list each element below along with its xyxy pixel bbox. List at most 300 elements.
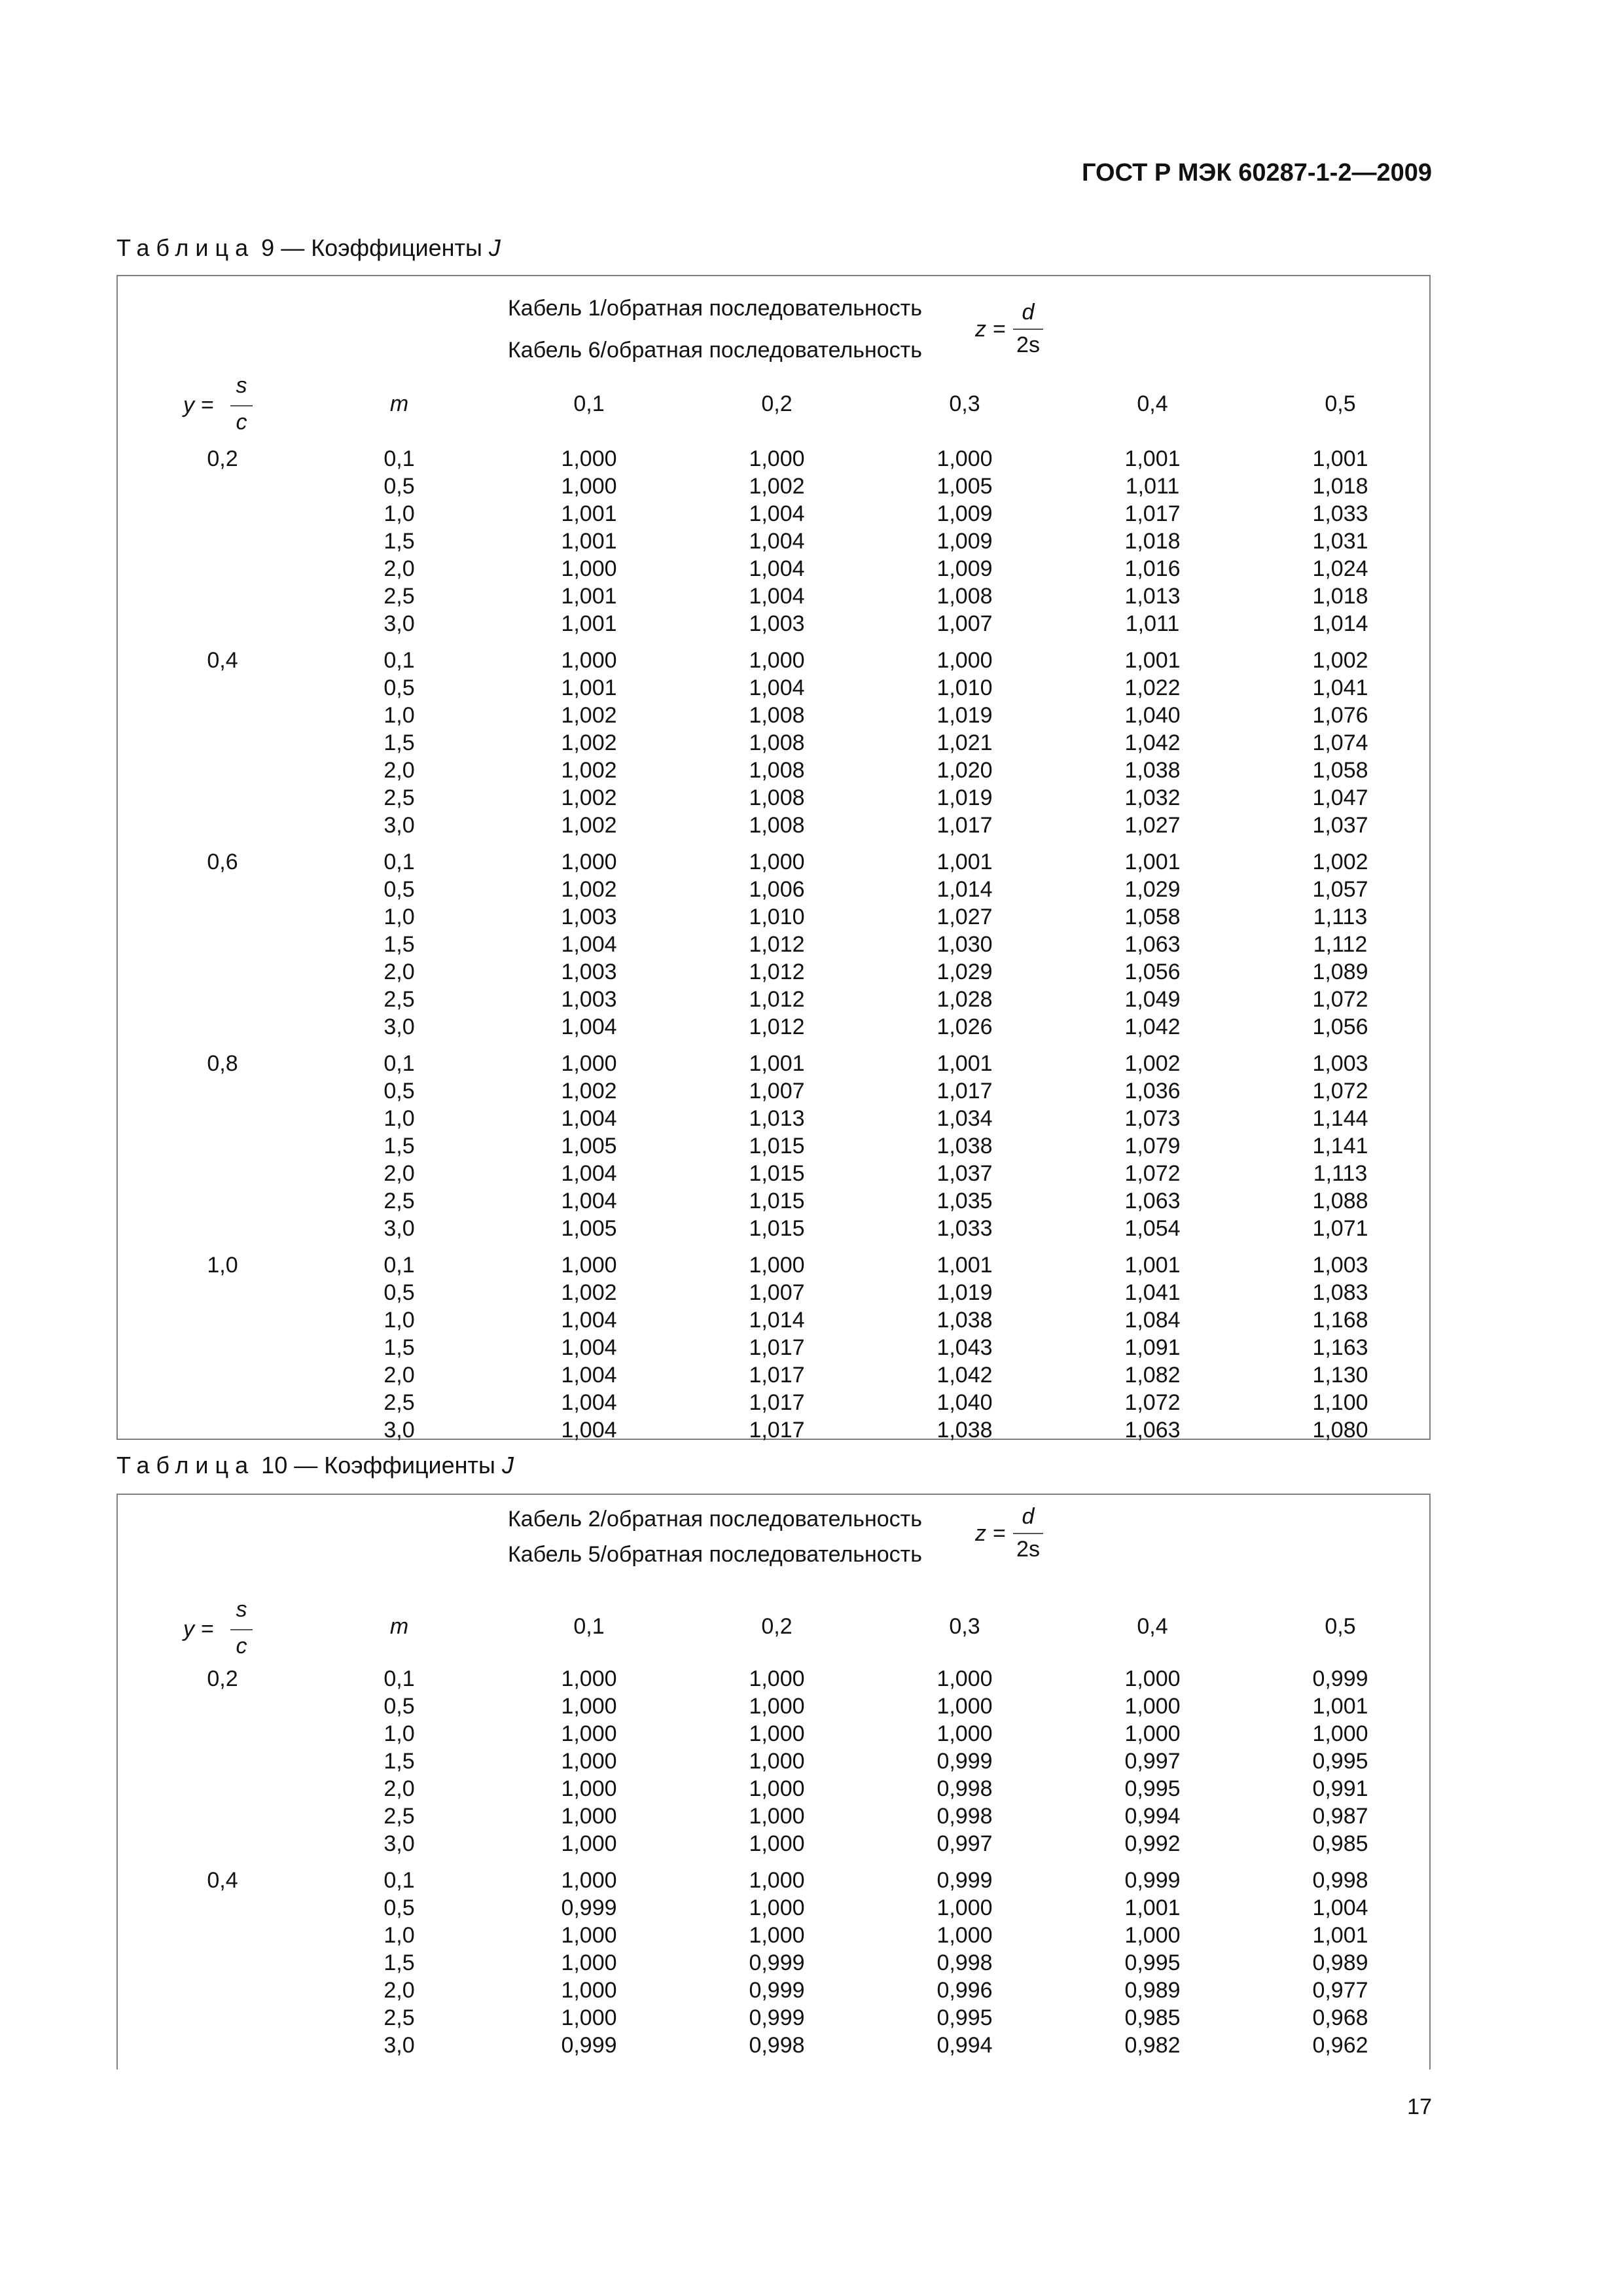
- coefficient-cell: 1,071: [1312, 1216, 1368, 1241]
- coefficient-cell: 1,089: [1312, 960, 1368, 984]
- coefficient-cell: 0,968: [1312, 2005, 1368, 2030]
- y-denominator: c: [236, 410, 247, 435]
- y-value: 0,2: [207, 446, 238, 471]
- coefficient-cell: 1,056: [1124, 960, 1181, 984]
- coefficient-cell: 1,040: [936, 1390, 993, 1415]
- coefficient-cell: 1,032: [1124, 785, 1181, 810]
- column-header-m: m: [389, 391, 409, 416]
- table-row: [118, 2033, 1429, 2060]
- coefficient-cell: 1,004: [749, 584, 805, 609]
- coefficient-cell: 1,004: [749, 675, 805, 700]
- m-value: 1,0: [383, 1721, 415, 1746]
- table-row: [118, 1363, 1429, 1390]
- column-header-z: 0,4: [1137, 1614, 1168, 1639]
- m-value: 0,1: [383, 850, 415, 874]
- coefficient-cell: 1,027: [1124, 813, 1181, 838]
- table-row: [118, 1390, 1429, 1418]
- cable-line-2: Кабель 6/обратная последовательность: [508, 338, 922, 363]
- coefficient-cell: 1,007: [749, 1079, 805, 1103]
- coefficient-cell: 1,041: [1312, 675, 1368, 700]
- table-row: [118, 1418, 1429, 1445]
- coefficient-cell: 1,005: [561, 1216, 617, 1241]
- coefficient-cell: 1,088: [1312, 1189, 1368, 1213]
- coefficient-cell: 1,042: [936, 1363, 993, 1388]
- m-value: 0,5: [383, 1079, 415, 1103]
- coefficient-cell: 0,995: [1124, 1776, 1181, 1801]
- coefficient-cell: 1,056: [1312, 1014, 1368, 1039]
- table-row: [118, 648, 1429, 675]
- coefficient-cell: 1,000: [561, 446, 617, 471]
- table-row: [118, 1216, 1429, 1244]
- coefficient-cell: 1,017: [749, 1335, 805, 1360]
- coefficient-cell: 0,995: [936, 2005, 993, 2030]
- coefficient-cell: 1,002: [561, 877, 617, 902]
- y-value: 0,4: [207, 648, 238, 673]
- table-row: [118, 1308, 1429, 1335]
- coefficient-cell: 1,008: [749, 785, 805, 810]
- table-row: [118, 529, 1429, 556]
- coefficient-cell: 1,008: [749, 813, 805, 838]
- coefficient-cell: 1,063: [1124, 932, 1181, 957]
- coefficient-table: [116, 1494, 1431, 2070]
- coefficient-cell: 1,008: [936, 584, 993, 609]
- m-value: 1,5: [383, 529, 415, 554]
- column-header-z: 0,1: [573, 1614, 605, 1639]
- coefficient-cell: 1,083: [1312, 1280, 1368, 1305]
- coefficient-cell: 1,000: [749, 850, 805, 874]
- table-caption-prefix: Таблица: [116, 234, 255, 261]
- coefficient-cell: 1,009: [936, 556, 993, 581]
- coefficient-cell: 1,004: [561, 1335, 617, 1360]
- table-row: [118, 1923, 1429, 1950]
- z-denominator: 2s: [1016, 1537, 1040, 1562]
- table-row: [118, 987, 1429, 1014]
- coefficient-cell: 1,003: [749, 611, 805, 636]
- m-value: 0,5: [383, 474, 415, 499]
- coefficient-cell: 1,000: [749, 1831, 805, 1856]
- coefficient-cell: 1,144: [1312, 1106, 1368, 1131]
- coefficient-cell: 1,082: [1124, 1363, 1181, 1388]
- coefficient-cell: 1,000: [749, 1749, 805, 1774]
- m-value: 1,0: [383, 1106, 415, 1131]
- coefficient-cell: 0,998: [936, 1804, 993, 1829]
- coefficient-cell: 1,079: [1124, 1134, 1181, 1158]
- coefficient-cell: 1,004: [561, 1106, 617, 1131]
- table-row: [118, 1804, 1429, 1831]
- coefficient-cell: 1,001: [1124, 1253, 1181, 1278]
- coefficient-cell: 1,113: [1313, 1161, 1368, 1186]
- coefficient-cell: 1,000: [936, 1666, 993, 1691]
- coefficient-cell: 1,010: [936, 675, 993, 700]
- coefficient-cell: 1,000: [561, 1978, 617, 2003]
- table-caption-symbol: J: [501, 1452, 514, 1479]
- m-value: 3,0: [383, 1216, 415, 1241]
- table-row: [118, 1014, 1429, 1042]
- m-value: 2,5: [383, 1804, 415, 1829]
- coefficient-cell: 0,995: [1124, 1950, 1181, 1975]
- m-value: 0,1: [383, 1666, 415, 1691]
- coefficient-cell: 0,991: [1312, 1776, 1368, 1801]
- table-caption-text: 9 — Коэффициенты: [261, 234, 489, 261]
- coefficient-cell: 1,029: [1124, 877, 1181, 902]
- coefficient-cell: 1,141: [1312, 1134, 1368, 1158]
- table-caption: [116, 1452, 514, 1479]
- coefficient-cell: 1,003: [561, 960, 617, 984]
- coefficient-cell: 1,001: [561, 501, 617, 526]
- coefficient-cell: 1,042: [1124, 1014, 1181, 1039]
- coefficient-cell: 0,999: [749, 1978, 805, 2003]
- coefficient-cell: 1,001: [1124, 446, 1181, 471]
- table-row: [118, 960, 1429, 987]
- coefficient-cell: 1,003: [561, 905, 617, 929]
- coefficient-cell: 1,080: [1312, 1418, 1368, 1443]
- coefficient-cell: 1,001: [561, 675, 617, 700]
- table-row: [118, 1749, 1429, 1776]
- y-value: 0,8: [207, 1051, 238, 1076]
- table-row: [118, 1253, 1429, 1280]
- coefficient-cell: 1,004: [561, 1014, 617, 1039]
- table-caption: [116, 234, 501, 262]
- coefficient-cell: 1,021: [936, 730, 993, 755]
- fraction-bar: [1013, 1533, 1043, 1534]
- coefficient-cell: 1,072: [1312, 1079, 1368, 1103]
- z-denominator: 2s: [1016, 332, 1040, 357]
- m-value: 1,5: [383, 1950, 415, 1975]
- coefficient-cell: 1,017: [936, 813, 993, 838]
- m-value: 0,5: [383, 877, 415, 902]
- coefficient-cell: 1,000: [561, 1868, 617, 1893]
- coefficient-cell: 1,002: [561, 1079, 617, 1103]
- coefficient-cell: 0,999: [1312, 1666, 1368, 1691]
- fraction-bar: [230, 1629, 253, 1630]
- coefficient-cell: 1,014: [749, 1308, 805, 1333]
- column-header-z: 0,2: [761, 1614, 793, 1639]
- m-value: 2,5: [383, 1390, 415, 1415]
- coefficient-cell: 1,002: [561, 703, 617, 728]
- coefficient-cell: 1,001: [749, 1051, 805, 1076]
- coefficient-cell: 1,022: [1124, 675, 1181, 700]
- m-value: 1,0: [383, 1308, 415, 1333]
- m-value: 2,0: [383, 1978, 415, 2003]
- m-value: 3,0: [383, 813, 415, 838]
- coefficient-cell: 0,999: [1124, 1868, 1181, 1893]
- coefficient-cell: 1,000: [936, 446, 993, 471]
- coefficient-cell: 1,063: [1124, 1418, 1181, 1443]
- coefficient-cell: 1,005: [936, 474, 993, 499]
- fraction-bar: [1013, 329, 1043, 330]
- coefficient-cell: 1,054: [1124, 1216, 1181, 1241]
- table-row: [118, 1280, 1429, 1308]
- coefficient-cell: 1,000: [561, 556, 617, 581]
- coefficient-cell: 1,113: [1313, 905, 1368, 929]
- coefficient-cell: 1,000: [936, 1895, 993, 1920]
- coefficient-cell: 1,000: [1312, 1721, 1368, 1746]
- coefficient-cell: 1,058: [1312, 758, 1368, 783]
- table-row: [118, 675, 1429, 703]
- coefficient-cell: 1,018: [1124, 529, 1181, 554]
- m-value: 2,0: [383, 960, 415, 984]
- coefficient-cell: 1,000: [561, 648, 617, 673]
- coefficient-cell: 0,989: [1124, 1978, 1181, 2003]
- page-number: 17: [1407, 2094, 1432, 2119]
- coefficient-cell: 0,999: [749, 1950, 805, 1975]
- coefficient-cell: 0,985: [1312, 1831, 1368, 1856]
- coefficient-cell: 1,002: [1312, 648, 1368, 673]
- coefficient-cell: 1,011: [1125, 474, 1180, 499]
- coefficient-cell: 1,000: [936, 1923, 993, 1948]
- coefficient-cell: 1,004: [561, 932, 617, 957]
- coefficient-cell: 1,168: [1312, 1308, 1368, 1333]
- table-row: [118, 1868, 1429, 1895]
- column-header-z: 0,3: [949, 391, 980, 416]
- m-value: 2,5: [383, 785, 415, 810]
- table-row: [118, 932, 1429, 960]
- coefficient-cell: 1,018: [1312, 474, 1368, 499]
- coefficient-cell: 1,012: [749, 1014, 805, 1039]
- coefficient-cell: 0,987: [1312, 1804, 1368, 1829]
- m-value: 1,5: [383, 1335, 415, 1360]
- m-value: 0,1: [383, 446, 415, 471]
- coefficient-cell: 1,030: [936, 932, 993, 957]
- coefficient-cell: 1,001: [936, 1051, 993, 1076]
- z-numerator: d: [1022, 300, 1035, 325]
- coefficient-cell: 0,999: [561, 1895, 617, 1920]
- coefficient-cell: 1,012: [749, 987, 805, 1012]
- coefficient-cell: 1,013: [1124, 584, 1181, 609]
- coefficient-cell: 1,000: [749, 1694, 805, 1719]
- y-formula-lhs: y =: [183, 393, 214, 418]
- y-value: 0,2: [207, 1666, 238, 1691]
- table-row: [118, 1721, 1429, 1749]
- coefficient-cell: 1,002: [561, 813, 617, 838]
- coefficient-table: [116, 275, 1431, 1443]
- coefficient-cell: 1,004: [749, 501, 805, 526]
- coefficient-cell: 1,009: [936, 501, 993, 526]
- coefficient-cell: 1,033: [1312, 501, 1368, 526]
- coefficient-cell: 1,004: [561, 1418, 617, 1443]
- m-value: 0,1: [383, 1868, 415, 1893]
- coefficient-cell: 1,000: [936, 1721, 993, 1746]
- coefficient-cell: 1,000: [1124, 1666, 1181, 1691]
- coefficient-cell: 1,000: [561, 850, 617, 874]
- coefficient-cell: 1,013: [749, 1106, 805, 1131]
- coefficient-cell: 1,012: [749, 960, 805, 984]
- coefficient-cell: 1,017: [1124, 501, 1181, 526]
- table-row: [118, 730, 1429, 758]
- table-caption-symbol: J: [488, 234, 501, 261]
- y-denominator: c: [236, 1634, 247, 1659]
- coefficient-cell: 1,000: [749, 648, 805, 673]
- z-formula-lhs: z =: [975, 1521, 1006, 1546]
- coefficient-cell: 1,002: [749, 474, 805, 499]
- table-row: [118, 703, 1429, 730]
- m-value: 2,5: [383, 1189, 415, 1213]
- cable-line-2: Кабель 5/обратная последовательность: [508, 1542, 922, 1567]
- coefficient-cell: 1,031: [1312, 529, 1368, 554]
- table-row: [118, 1134, 1429, 1161]
- m-value: 0,1: [383, 648, 415, 673]
- m-value: 1,5: [383, 730, 415, 755]
- m-value: 1,0: [383, 905, 415, 929]
- coefficient-cell: 1,010: [749, 905, 805, 929]
- coefficient-cell: 1,043: [936, 1335, 993, 1360]
- column-header-z: 0,2: [761, 391, 793, 416]
- coefficient-cell: 0,996: [936, 1978, 993, 2003]
- m-value: 0,5: [383, 675, 415, 700]
- table-row: [118, 850, 1429, 877]
- column-header-z: 0,5: [1325, 391, 1356, 416]
- table-row: [118, 1106, 1429, 1134]
- coefficient-cell: 0,999: [936, 1749, 993, 1774]
- table-row: [118, 611, 1429, 639]
- coefficient-cell: 1,091: [1124, 1335, 1181, 1360]
- coefficient-cell: 0,998: [1312, 1868, 1368, 1893]
- coefficient-cell: 1,002: [1124, 1051, 1181, 1076]
- table-row: [118, 1950, 1429, 1978]
- coefficient-cell: 1,000: [1124, 1694, 1181, 1719]
- table-row: [118, 1051, 1429, 1079]
- table-row: [118, 556, 1429, 584]
- coefficient-cell: 1,074: [1312, 730, 1368, 755]
- coefficient-cell: 1,017: [749, 1363, 805, 1388]
- coefficient-cell: 0,989: [1312, 1950, 1368, 1975]
- coefficient-cell: 1,012: [749, 932, 805, 957]
- coefficient-cell: 1,000: [561, 474, 617, 499]
- coefficient-cell: 1,028: [936, 987, 993, 1012]
- coefficient-cell: 1,072: [1124, 1161, 1181, 1186]
- coefficient-cell: 1,007: [936, 611, 993, 636]
- coefficient-cell: 1,084: [1124, 1308, 1181, 1333]
- coefficient-cell: 1,002: [561, 1280, 617, 1305]
- coefficient-cell: 0,962: [1312, 2033, 1368, 2058]
- coefficient-cell: 0,999: [936, 1868, 993, 1893]
- y-numerator: s: [236, 373, 247, 398]
- coefficient-cell: 1,001: [1312, 1923, 1368, 1948]
- table-row: [118, 1694, 1429, 1721]
- coefficient-cell: 1,000: [749, 446, 805, 471]
- table-row: [118, 1161, 1429, 1189]
- coefficient-cell: 1,000: [561, 1804, 617, 1829]
- coefficient-cell: 0,977: [1312, 1978, 1368, 2003]
- m-value: 1,5: [383, 1749, 415, 1774]
- coefficient-cell: 1,020: [936, 758, 993, 783]
- coefficient-cell: 1,038: [1124, 758, 1181, 783]
- column-header-z: 0,4: [1137, 391, 1168, 416]
- coefficient-cell: 1,063: [1124, 1189, 1181, 1213]
- coefficient-cell: 1,000: [561, 1749, 617, 1774]
- coefficient-cell: 1,042: [1124, 730, 1181, 755]
- coefficient-cell: 1,004: [749, 556, 805, 581]
- m-value: 2,0: [383, 1161, 415, 1186]
- coefficient-cell: 1,008: [749, 758, 805, 783]
- coefficient-cell: 1,019: [936, 785, 993, 810]
- coefficient-cell: 1,000: [561, 1831, 617, 1856]
- coefficient-cell: 1,000: [561, 1923, 617, 1948]
- coefficient-cell: 1,014: [1312, 611, 1368, 636]
- coefficient-cell: 1,001: [561, 529, 617, 554]
- coefficient-cell: 1,000: [749, 1776, 805, 1801]
- fraction-bar: [230, 405, 253, 406]
- coefficient-cell: 1,000: [561, 1776, 617, 1801]
- coefficient-cell: 1,006: [749, 877, 805, 902]
- m-value: 2,0: [383, 556, 415, 581]
- coefficient-cell: 1,004: [1312, 1895, 1368, 1920]
- table-row: [118, 758, 1429, 785]
- coefficient-cell: 1,000: [749, 1721, 805, 1746]
- coefficient-cell: 1,000: [561, 1721, 617, 1746]
- coefficient-cell: 1,015: [749, 1161, 805, 1186]
- column-header-z: 0,3: [949, 1614, 980, 1639]
- m-value: 0,1: [383, 1253, 415, 1278]
- table-row: [118, 905, 1429, 932]
- coefficient-cell: 0,998: [749, 2033, 805, 2058]
- coefficient-cell: 1,004: [561, 1161, 617, 1186]
- coefficient-cell: 1,014: [936, 877, 993, 902]
- coefficient-cell: 1,019: [936, 1280, 993, 1305]
- coefficient-cell: 1,007: [749, 1280, 805, 1305]
- table-caption-text: 10 — Коэффициенты: [261, 1452, 502, 1479]
- coefficient-cell: 1,000: [561, 1694, 617, 1719]
- coefficient-cell: 1,000: [1124, 1923, 1181, 1948]
- column-header-z: 0,5: [1325, 1614, 1356, 1639]
- coefficient-cell: 1,047: [1312, 785, 1368, 810]
- coefficient-cell: 1,000: [749, 1666, 805, 1691]
- coefficient-cell: 1,037: [936, 1161, 993, 1186]
- m-value: 3,0: [383, 2033, 415, 2058]
- coefficient-cell: 1,004: [561, 1189, 617, 1213]
- coefficient-cell: 1,017: [749, 1418, 805, 1443]
- coefficient-cell: 1,000: [749, 1923, 805, 1948]
- table-row: [118, 877, 1429, 905]
- y-numerator: s: [236, 1597, 247, 1622]
- coefficient-cell: 1,005: [561, 1134, 617, 1158]
- coefficient-cell: 1,011: [1125, 611, 1180, 636]
- coefficient-cell: 1,040: [1124, 703, 1181, 728]
- coefficient-cell: 1,163: [1312, 1335, 1368, 1360]
- coefficient-cell: 1,003: [1312, 1051, 1368, 1076]
- coefficient-cell: 1,024: [1312, 556, 1368, 581]
- table-row: [118, 1666, 1429, 1694]
- coefficient-cell: 1,001: [1124, 850, 1181, 874]
- table-row: [118, 1831, 1429, 1859]
- y-formula-lhs: y =: [183, 1617, 214, 1641]
- m-value: 1,0: [383, 501, 415, 526]
- coefficient-cell: 0,982: [1124, 2033, 1181, 2058]
- coefficient-cell: 1,076: [1312, 703, 1368, 728]
- coefficient-cell: 1,000: [561, 2005, 617, 2030]
- m-value: 2,5: [383, 584, 415, 609]
- coefficient-cell: 1,004: [561, 1363, 617, 1388]
- coefficient-cell: 0,998: [936, 1950, 993, 1975]
- coefficient-cell: 1,001: [561, 584, 617, 609]
- coefficient-cell: 1,004: [749, 529, 805, 554]
- coefficient-cell: 1,000: [749, 1804, 805, 1829]
- coefficient-cell: 1,001: [1312, 446, 1368, 471]
- m-value: 2,0: [383, 1776, 415, 1801]
- coefficient-cell: 1,000: [1124, 1721, 1181, 1746]
- coefficient-cell: 1,112: [1313, 932, 1368, 957]
- m-value: 1,0: [383, 703, 415, 728]
- table-row: [118, 1895, 1429, 1923]
- coefficient-cell: 1,000: [936, 1694, 993, 1719]
- coefficient-cell: 1,017: [749, 1390, 805, 1415]
- table-row: [118, 584, 1429, 611]
- coefficient-cell: 1,000: [749, 1895, 805, 1920]
- coefficient-cell: 1,038: [936, 1418, 993, 1443]
- m-value: 3,0: [383, 1014, 415, 1039]
- table-row: [118, 474, 1429, 501]
- coefficient-cell: 1,003: [561, 987, 617, 1012]
